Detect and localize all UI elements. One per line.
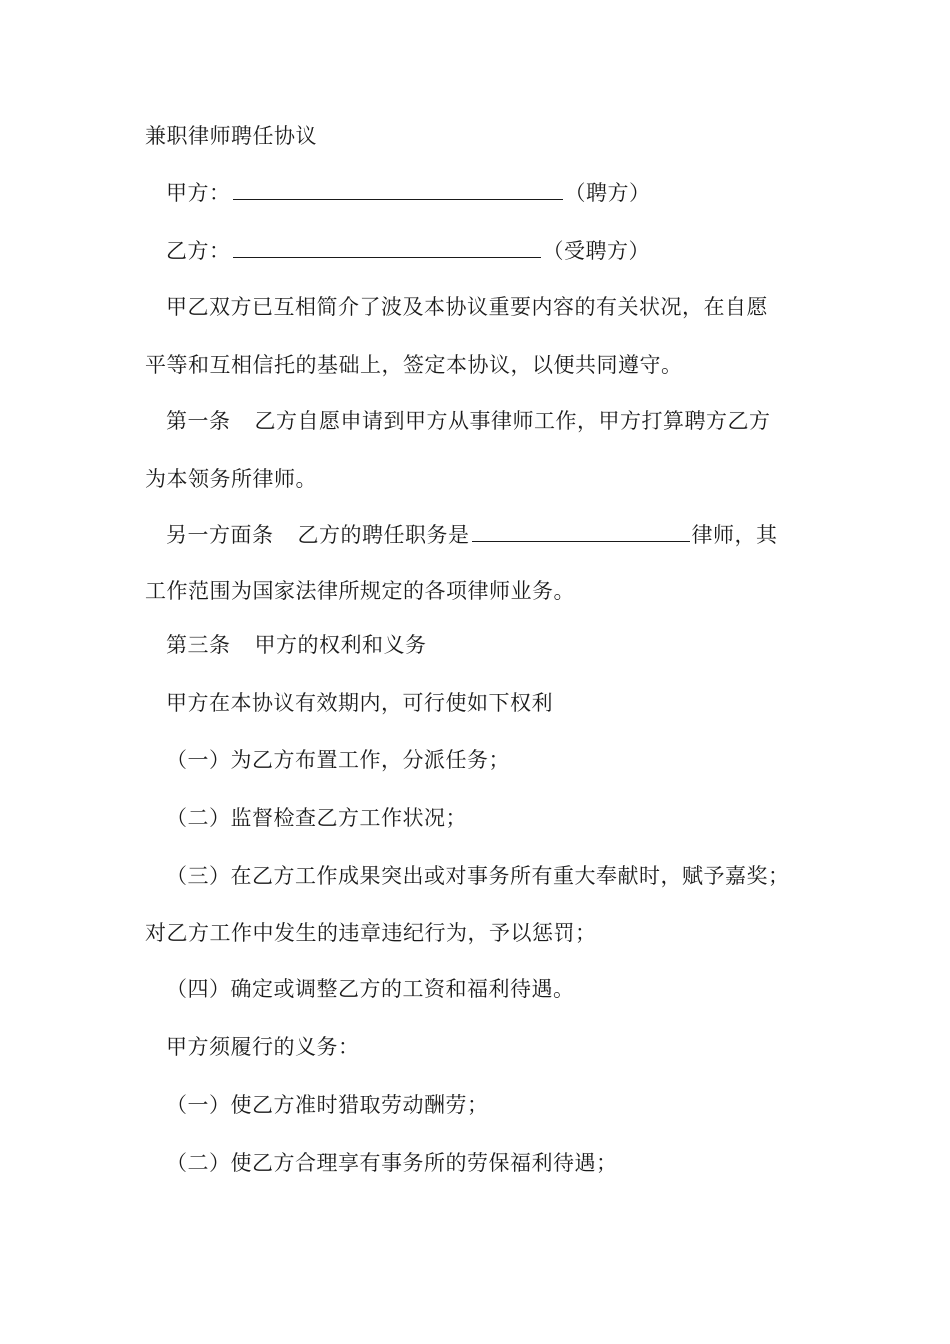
rights-intro: 甲方在本协议有效期内，可行使如下权利 <box>166 691 553 715</box>
right-item-4: （四）确定或调整乙方的工资和福利待遇。 <box>166 977 575 1001</box>
article-2-line-1 <box>166 519 778 549</box>
right-item-2: （二）监督检查乙方工作状况； <box>166 806 467 830</box>
article-1-line-2: 为本领务所律师。 <box>145 467 317 491</box>
article-2-text-a: 乙方的聘任职务是 <box>297 523 470 547</box>
preamble-line-2: 平等和互相信托的基础上，签定本协议，以便共同遵守。 <box>145 353 683 377</box>
duty-item-1: （一）使乙方准时猎取劳动酬劳； <box>166 1093 489 1117</box>
preamble-line-1: 甲乙双方已互相简介了波及本协议重要内容的有关状况，在自愿 <box>166 295 768 319</box>
article-3-heading: 甲方的权利和义务 <box>254 633 427 657</box>
party-b-label: 乙方： <box>166 239 231 263</box>
right-item-3-line-2: 对乙方工作中发生的违章违纪行为，予以惩罚； <box>145 921 597 945</box>
article-3-title: 第三条 <box>166 633 231 657</box>
party-a-blank[interactable] <box>233 177 563 200</box>
party-a-suffix: （聘方） <box>564 181 651 205</box>
party-b-blank[interactable] <box>233 235 541 258</box>
right-item-1: （一）为乙方布置工作，分派任务； <box>166 748 510 772</box>
party-a-line <box>166 177 651 207</box>
document-title: 兼职律师聘任协议 <box>145 124 317 148</box>
article-1-title: 第一条 <box>166 409 231 433</box>
party-a-label: 甲方： <box>166 181 231 205</box>
article-3-line <box>166 631 427 659</box>
article-2-title: 另一方面条 <box>166 523 274 547</box>
article-2-line-2: 工作范围为国家法律所规定的各项律师业务。 <box>145 579 575 603</box>
party-b-suffix: （受聘方） <box>542 239 650 263</box>
right-item-3-line-1: （三）在乙方工作成果突出或对事务所有重大奉献时，赋予嘉奖； <box>166 864 790 888</box>
article-1-line-1 <box>166 407 771 435</box>
duties-intro: 甲方须履行的义务： <box>166 1035 360 1059</box>
article-1-text: 乙方自愿申请到甲方从事律师工作，甲方打算聘方乙方 <box>254 409 771 433</box>
article-2-text-b: 律师，其 <box>691 523 778 547</box>
party-b-line <box>166 235 650 265</box>
position-blank[interactable] <box>472 519 690 542</box>
duty-item-2: （二）使乙方合理享有事务所的劳保福利待遇； <box>166 1151 618 1175</box>
